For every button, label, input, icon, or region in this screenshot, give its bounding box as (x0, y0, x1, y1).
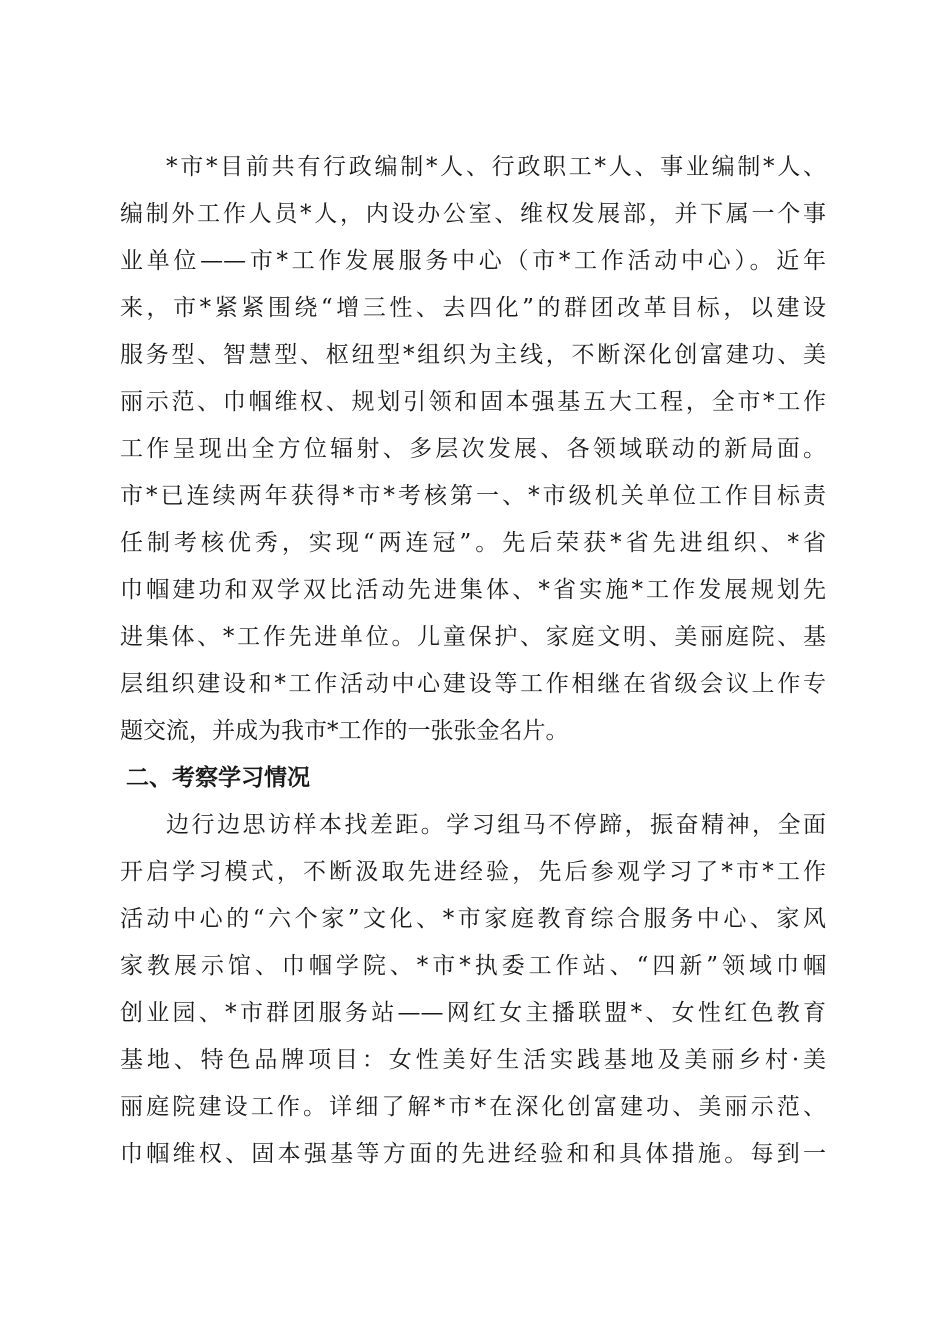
text-line: 基地、特色品牌项目：女性美好生活实践基地及美丽乡村·美 (120, 1047, 826, 1073)
text-line: *市*目前共有行政编制*人、行政职工*人、事业编制*人、 (166, 154, 826, 180)
section-heading: 二、考察学习情况 (126, 765, 310, 791)
text-line: 来，市*紧紧围绕“增三性、去四化”的群团改革目标，以建设 (120, 295, 826, 321)
text-line: 题交流，并成为我市*工作的一张张金名片。 (120, 718, 569, 744)
text-line: 市*已连续两年获得*市*考核第一、*市级机关单位工作目标责 (120, 483, 826, 509)
paragraph-overview (120, 144, 826, 755)
text-line: 工作呈现出全方位辐射、多层次发展、各领域联动的新局面。 (120, 436, 826, 462)
text-line: 边行边思访样本找差距。学习组马不停蹄，振奋精神，全面 (166, 812, 826, 838)
text-line: 丽示范、巾帼维权、规划引领和固本强基五大工程，全市*工作 (120, 389, 826, 415)
text-line: 创业园、*市群团服务站——网红女主播联盟*、女性红色教育 (120, 1000, 826, 1026)
text-line: 巾帼建功和双学双比活动先进集体、*省实施*工作发展规划先 (120, 577, 826, 603)
text-line: 巾帼维权、固本强基等方面的先进经验和和具体措施。每到一 (120, 1141, 826, 1167)
text-line: 开启学习模式，不断汲取先进经验，先后参观学习了*市*工作 (120, 859, 826, 885)
text-line: 进集体、*工作先进单位。儿童保护、家庭文明、美丽庭院、基 (120, 624, 826, 650)
text-line: 任制考核优秀，实现“两连冠”。先后荣获*省先进组织、*省 (120, 530, 826, 556)
text-line: 丽庭院建设工作。详细了解*市*在深化创富建功、美丽示范、 (120, 1094, 826, 1120)
text-line: 业单位——市*工作发展服务中心（市*工作活动中心）。近年 (120, 248, 826, 274)
text-line: 服务型、智慧型、枢纽型*组织为主线，不断深化创富建功、美 (120, 342, 826, 368)
text-line: 家教展示馆、巾帼学院、*市*执委工作站、“四新”领域巾帼 (120, 953, 826, 979)
document-body (120, 144, 826, 1178)
text-line: 活动中心的“六个家”文化、*市家庭教育综合服务中心、家风 (120, 906, 826, 932)
text-line: 层组织建设和*工作活动中心建设等工作相继在省级会议上作专 (120, 671, 826, 697)
paragraph-study (120, 802, 826, 1178)
text-line: 编制外工作人员*人，内设办公室、维权发展部，并下属一个事 (120, 201, 826, 227)
